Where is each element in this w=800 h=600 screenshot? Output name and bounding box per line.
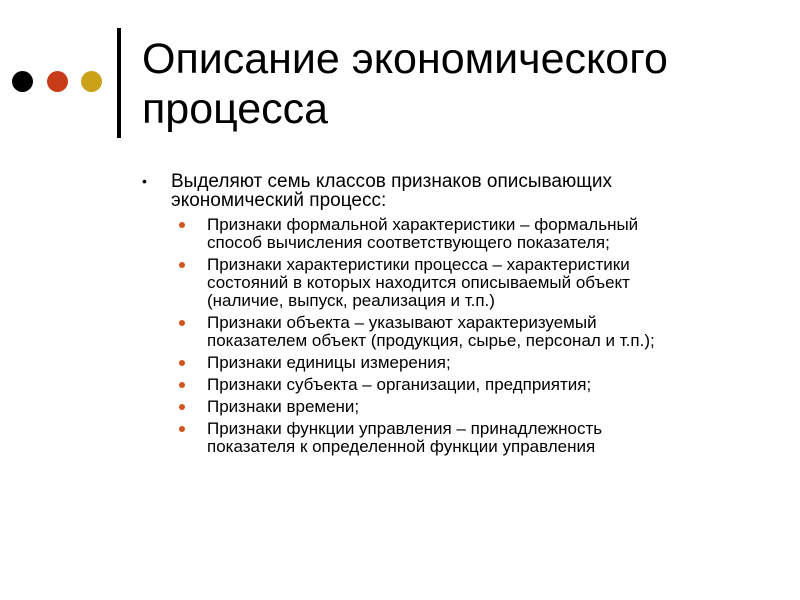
sub-bullet-icon <box>179 360 185 366</box>
title-line-1: Описание экономического <box>142 35 668 83</box>
sub-bullet-icon <box>179 320 185 326</box>
sub-bullet-icon <box>179 426 185 432</box>
list-item-line: показателем объект (продукция, сырье, персонал и т.п.); <box>207 331 655 350</box>
sub-bullet-icon <box>179 382 185 388</box>
red-dot-icon <box>47 71 68 92</box>
list-item-line: способ вычисления соответствующего показателя; <box>207 233 610 252</box>
list-item-line: Признаки единицы измерения; <box>207 353 451 372</box>
list-item <box>177 398 781 416</box>
list-item <box>177 314 781 350</box>
list-item-line: (наличие, выпуск, реализация и т.п.) <box>207 291 495 310</box>
title-line-2: процесса <box>142 85 329 133</box>
list-item-line: Признаки формальной характеристики – формальный <box>207 215 639 234</box>
list-item <box>177 354 781 372</box>
list-item-line: состояний в которых находится описываемый объект <box>207 273 630 292</box>
sub-bullet-icon <box>179 404 185 410</box>
list-item-line: Признаки объекта – указывают характеризуемый <box>207 313 597 332</box>
list-item <box>177 376 781 394</box>
main-text-line-1: Выделяют семь классов признаков описывающих <box>171 171 612 192</box>
sub-bullet-icon <box>179 222 185 228</box>
main-bullet-item <box>141 172 781 210</box>
list-item <box>177 420 781 456</box>
sub-bullet-list <box>141 216 781 456</box>
main-bullet-icon: • <box>142 173 147 189</box>
slide-title <box>142 34 782 134</box>
decorative-dots <box>12 71 108 93</box>
list-item <box>177 256 781 310</box>
list-item-line: показателя к определенной функции управления <box>207 437 596 456</box>
title-divider <box>117 28 121 138</box>
list-item-line: Признаки характеристики процесса – характеристики <box>207 255 630 274</box>
main-text-line-2: экономический процесс: <box>171 190 387 211</box>
list-item-line: Признаки времени; <box>207 397 360 416</box>
list-item-line: Признаки функции управления – принадлежность <box>207 419 603 438</box>
slide-content <box>141 172 781 460</box>
black-dot-icon <box>12 71 33 92</box>
list-item-line: Признаки субъекта – организации, предприятия; <box>207 375 592 394</box>
list-item <box>177 216 781 252</box>
yellow-dot-icon <box>81 71 102 92</box>
sub-bullet-icon <box>179 262 185 268</box>
